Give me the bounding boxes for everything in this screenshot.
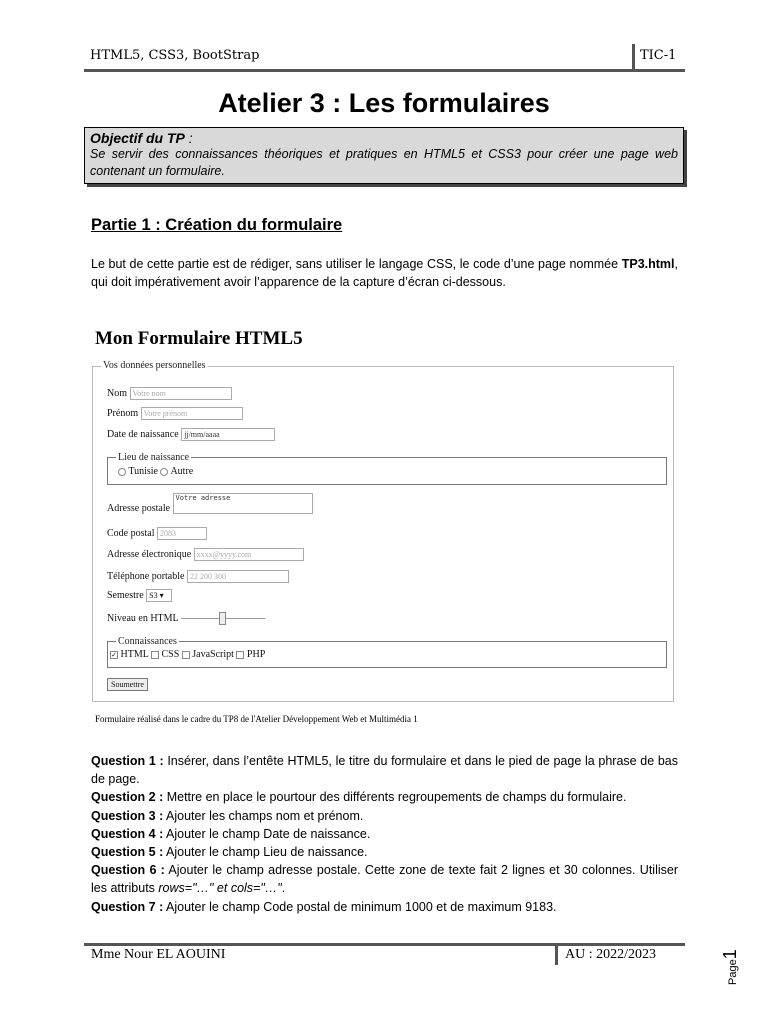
question-7 — [91, 898, 678, 916]
part1-heading: Partie 1 : Création du formulaire — [91, 216, 343, 234]
question-4 — [91, 825, 678, 843]
intro-after: , qui doit impérativement avoir l’apparence de la capture d’écran ci-dessous. — [91, 257, 678, 289]
prenom-input[interactable]: Votre prénom — [141, 407, 243, 420]
header-separator — [632, 44, 635, 71]
page-num: 1 — [720, 949, 740, 960]
skill-html: HTML — [120, 649, 149, 660]
nom-row — [107, 387, 232, 400]
personal-legend: Vos données personnelles — [103, 360, 206, 371]
objective-box — [84, 127, 684, 184]
question-text: Ajouter les champs nom et prénom. — [163, 808, 364, 823]
adresse-textarea[interactable]: Votre adresse — [173, 493, 313, 514]
footer-rule — [84, 943, 685, 946]
objective-title-text: Objectif du TP — [90, 130, 185, 146]
objective-title — [90, 130, 678, 146]
cp-input[interactable]: 2083 — [157, 527, 207, 540]
prenom-row — [107, 407, 243, 420]
cp-row — [107, 527, 207, 540]
question-label: Question 2 : — [91, 790, 164, 805]
email-input[interactable]: xxxx@yyyy.com — [194, 548, 304, 561]
question-text: Ajouter le champ adresse postale. Cette zone de texte fait 2 lignes et 30 colonnes. Utiliser les attributs — [91, 863, 678, 896]
prenom-label: Prénom — [107, 407, 139, 419]
lieu-opt2: Autre — [170, 466, 194, 477]
personal-fieldset — [92, 360, 674, 702]
question-3 — [91, 807, 678, 825]
tel-label: Téléphone portable — [107, 570, 185, 582]
niveau-slider[interactable] — [181, 614, 265, 624]
skills-legend: Connaissances — [118, 636, 177, 647]
page-header — [84, 44, 684, 70]
page-title: Atelier 3 : Les formulaires — [218, 88, 550, 118]
niveau-row — [107, 613, 265, 624]
radio-autre[interactable] — [160, 468, 168, 476]
question-text: Ajouter le champ Date de naissance. — [163, 826, 371, 841]
submit-row — [107, 678, 148, 691]
submit-button[interactable]: Soumettre — [107, 678, 148, 691]
question-label: Question 4 : — [91, 826, 164, 841]
header-course: HTML5, CSS3, BootStrap — [90, 48, 260, 63]
skill-javascript: JavaScript — [192, 649, 234, 660]
checkbox-javascript[interactable] — [182, 651, 190, 659]
email-label: Adresse électronique — [107, 548, 192, 560]
footer-author: Mme Nour EL AOUINI — [91, 947, 226, 962]
skill-css: CSS — [161, 649, 180, 660]
checkbox-html[interactable]: ✓ — [111, 650, 117, 659]
question-text: Ajouter le champ Code postal de minimum 1000 et de maximum 9183. — [163, 899, 557, 914]
radio-tunisie[interactable] — [118, 468, 126, 476]
cp-label: Code postal — [107, 527, 155, 539]
question-label: Question 5 : — [91, 845, 164, 860]
footer-separator — [555, 943, 558, 965]
tel-row — [107, 570, 289, 583]
question-6 — [91, 861, 678, 897]
header-rule — [84, 69, 685, 72]
question-label: Question 1 : — [91, 754, 164, 768]
skills-fieldset — [107, 636, 667, 668]
lieu-opt1: Tunisie — [128, 466, 158, 477]
intro-before: Le but de cette partie est de rédiger, sans utiliser le langage CSS, le code d’une page nommée — [91, 257, 622, 271]
footer-year: AU : 2022/2023 — [565, 947, 656, 962]
demo-heading: Mon Formulaire HTML5 — [95, 328, 303, 349]
lieu-fieldset — [107, 452, 667, 485]
lieu-legend: Lieu de naissance — [118, 452, 190, 463]
lieu-options — [118, 466, 193, 477]
niveau-label: Niveau en HTML — [107, 613, 179, 624]
objective-title-suffix: : — [184, 130, 193, 146]
semestre-select[interactable]: S3 ▾ — [146, 589, 172, 602]
objective-text: Se servir des connaissances théoriques et pratiques en HTML5 et CSS3 pour créer une page web contenant un formulaire. — [90, 147, 678, 178]
adresse-row — [107, 493, 313, 514]
skills-options — [110, 649, 265, 660]
question-2 — [91, 788, 678, 806]
question-label: Question 7 : — [91, 899, 164, 914]
question-text: Mettre en place le pourtour des différents regroupements de champs du formulaire. — [163, 790, 627, 805]
date-label: Date de naissance — [107, 428, 179, 440]
question-1 — [91, 752, 678, 788]
nom-label: Nom — [107, 387, 127, 399]
question-italic: rows="…" et cols="…" — [158, 881, 282, 896]
header-class: TIC-1 — [640, 48, 677, 63]
intro-paragraph — [91, 256, 678, 291]
checkbox-php[interactable] — [236, 651, 244, 659]
nom-input[interactable]: Votre nom — [130, 387, 232, 400]
semestre-row — [107, 589, 172, 602]
checkbox-css[interactable] — [151, 651, 159, 659]
question-text: Insérer, dans l’entête HTML5, le titre du formulaire et dans le pied de page la phrase de bas de page. — [91, 754, 679, 787]
question-5 — [91, 843, 678, 861]
intro-filename: TP3.html — [621, 257, 675, 271]
semestre-label: Semestre — [107, 589, 144, 601]
date-input[interactable]: jj/mm/aaaa — [181, 428, 275, 441]
semestre-value: S3 — [149, 591, 158, 600]
question-label: Question 6 : — [91, 863, 165, 878]
skill-php: PHP — [246, 649, 266, 660]
question-label: Question 3 : — [91, 808, 164, 823]
question-end: . — [281, 881, 286, 896]
question-text: Ajouter le champ Lieu de naissance. — [163, 845, 368, 860]
questions-list — [91, 752, 678, 916]
demo-footer-text: Formulaire réalisé dans le cadre du TP8 de l'Atelier Développement Web et Multimédia 1 — [95, 714, 418, 724]
page-number — [720, 949, 741, 985]
tel-input[interactable]: 22 200 300 — [187, 570, 289, 583]
slider-thumb[interactable] — [219, 612, 226, 625]
adresse-label: Adresse postale — [107, 503, 171, 514]
page-label: Page — [727, 959, 739, 985]
date-row — [107, 428, 275, 441]
email-row — [107, 548, 304, 561]
